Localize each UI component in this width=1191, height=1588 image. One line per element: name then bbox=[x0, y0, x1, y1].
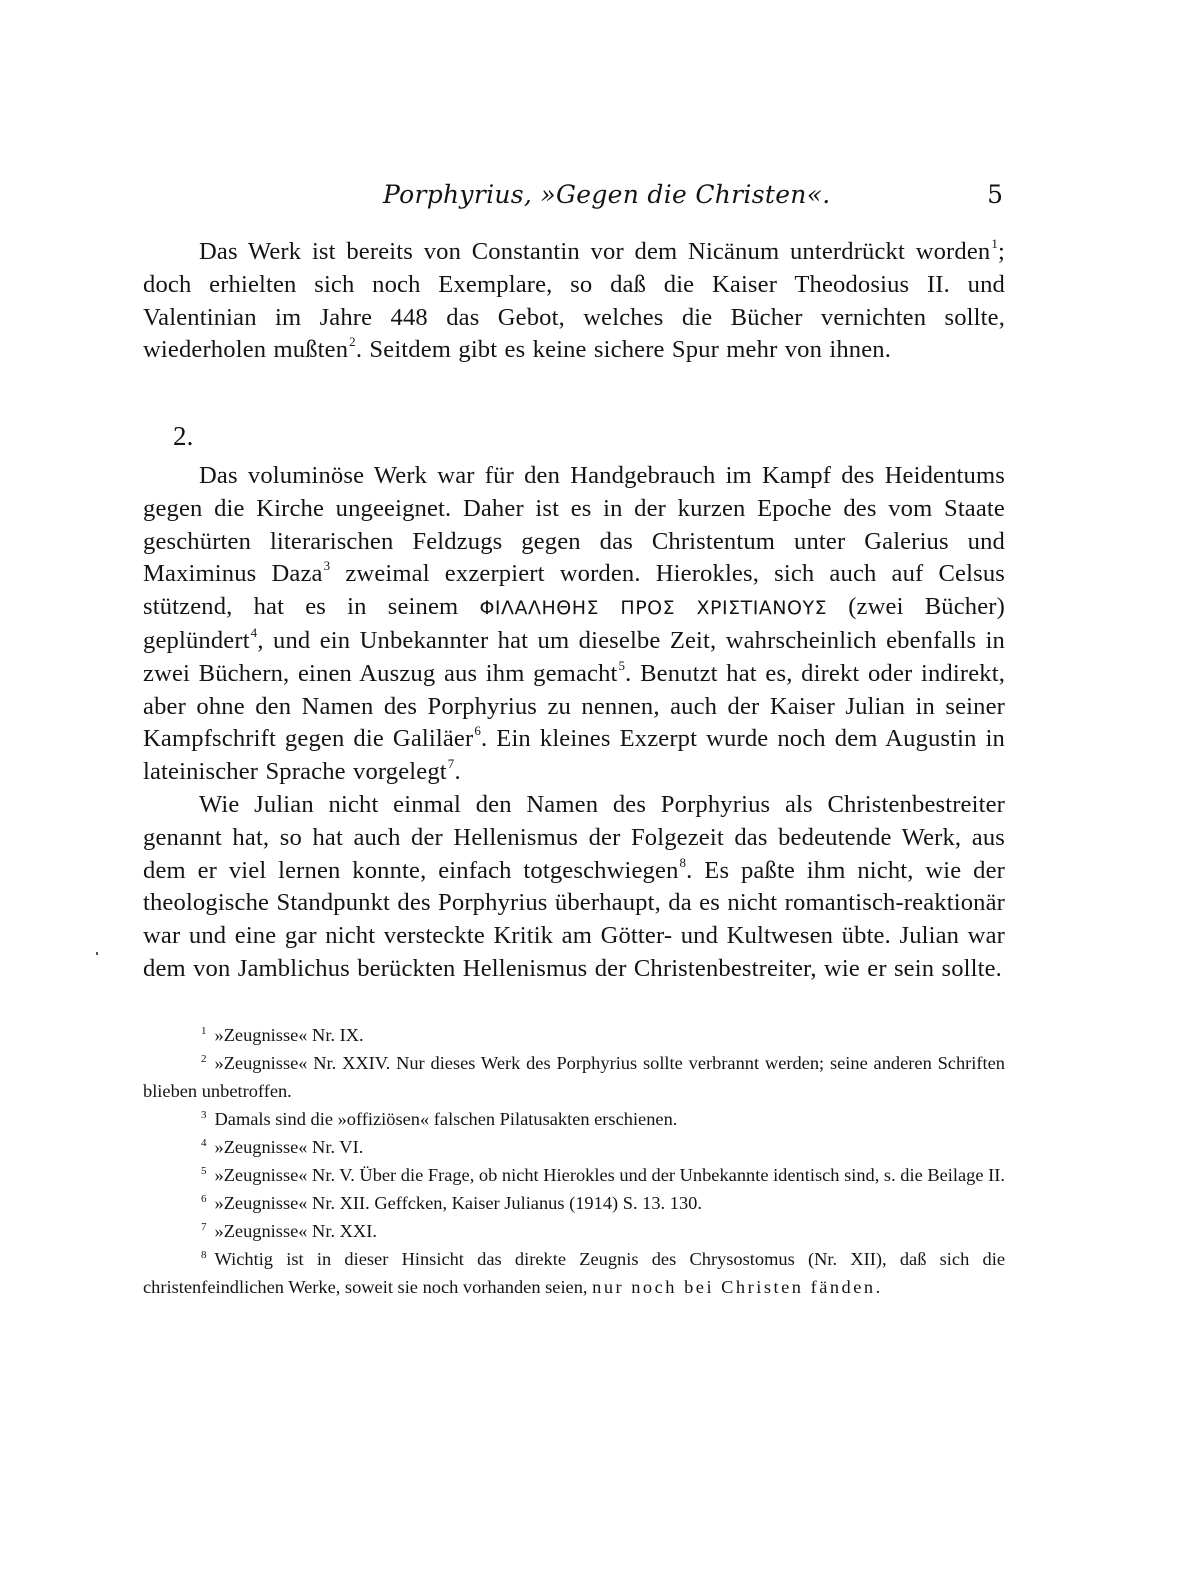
spaced-emphasis: nur noch bei Christen fänden bbox=[592, 1276, 876, 1297]
paragraph-1: Das Werk ist bereits von Constantin vor dem Nicänum unterdrückt worden$^1$; doch erhielten sich noch Exemplare, so daß die Kaiser Theodosius II. und Valentinian im Jahre 448 das Gebot, welches die Bücher vernichten sollte, wiederholen mußten$^2$. Seitdem gibt es keine sichere Spur mehr von ihnen. bbox=[143, 236, 1005, 364]
footnote-ref: 2 bbox=[349, 334, 356, 350]
section-number: 2. bbox=[173, 421, 194, 452]
footnote-ref: 7 bbox=[447, 756, 455, 772]
footnote: $^3$ Damals sind die »offiziösen« falschen Pilatusakten erschienen. bbox=[201, 1108, 678, 1129]
body-text bbox=[143, 236, 1005, 986]
page-number: 5 bbox=[987, 180, 1003, 209]
greek-title: ΦΙΛΑΛΗΘΗΣ ΠΡΟΣ ΧΡΙΣΤΙΑΝΟΥΣ bbox=[479, 597, 828, 620]
footnote: $^6$ »Zeugnisse« Nr. XII. Geffcken, Kaiser Julianus (1914) S. 13. 130. bbox=[201, 1192, 702, 1213]
footnote-ref: 3 bbox=[323, 558, 331, 574]
running-title: Porphyrius, »Gegen die Christen«. bbox=[383, 180, 831, 209]
footnote-ref: 1 bbox=[991, 236, 999, 251]
book-page bbox=[143, 178, 1005, 1301]
footnote: $^7$ »Zeugnisse« Nr. XXI. bbox=[201, 1220, 377, 1241]
footnote-ref: 4 bbox=[250, 624, 258, 640]
footnote-ref: 8 bbox=[679, 854, 687, 870]
footnote: $^8$ Wichtig ist in dieser Hinsicht das direkte Zeugnis des Chrysostomus (Nr. XII), daß sich die christenfeindlichen Werke, soweit sie noch vorhanden seien, nur noch bei Christen fänden. bbox=[143, 1248, 1005, 1297]
footnote-ref: 5 bbox=[618, 657, 626, 673]
running-head bbox=[143, 178, 1005, 214]
footnote: $^1$ »Zeugnisse« Nr. IX. bbox=[201, 1024, 364, 1045]
paragraph-2: Das voluminöse Werk war für den Handgebrauch im Kampf des Heidentums gegen die Kirche ungeeignet. Daher ist es in der kurzen Epoche des vom Staate geschürten literarischen Feldzugs gegen das Christentum unter Galerius und Maximinus Daza$^3$ zweimal exzerpiert worden. Hierokles, sich auch auf Celsus stützend, hat es in seinem ΦΙΛΑΛΗΘΗΣ ΠΡΟΣ ΧΡΙΣΤΙΑΝΟΥΣ (zwei Bücher) geplündert$^4$, und ein Unbekannter hat um dieselbe Zeit, wahrscheinlich ebenfalls in zwei Büchern, einen Auszug aus ihm gemacht$^5$. Benutzt hat es, direkt oder indirekt, aber ohne den Namen des Porphyrius zu nennen, auch der Kaiser Julian in seiner Kampfschrift gegen die Galiläer$^6$. Ein kleines Exzerpt wurde noch dem Augustin in lateinischer Sprache vorgelegt$^7$. bbox=[143, 461, 1006, 786]
footnote: $^5$ »Zeugnisse« Nr. V. Über die Frage, ob nicht Hierokles und der Unbekannte identisch sind, s. die Beilage II. bbox=[201, 1164, 1005, 1185]
footnote-ref: 6 bbox=[474, 723, 481, 739]
footnote: $^4$ »Zeugnisse« Nr. VI. bbox=[201, 1136, 364, 1157]
scan-speck bbox=[96, 952, 98, 955]
footnote: $^2$ »Zeugnisse« Nr. XXIV. Nur dieses Werk des Porphyrius sollte verbrannt werden; seine anderen Schriften blieben unbetroffen. bbox=[143, 1052, 1005, 1101]
paragraph-3: Wie Julian nicht einmal den Namen des Porphyrius als Christenbestreiter genannt hat, so hat auch der Hellenismus der Folgezeit das bedeutende Werk, aus dem er viel lernen konnte, einfach totgeschwiegen$^8$. Es paßte ihm nicht, wie der theologische Standpunkt des Porphyrius überhaupt, da es nicht romantisch-reaktionär war und eine gar nicht versteckte Kritik am Götter- und Kultwesen übte. Julian war dem von Jamblichus berückten Hellenismus der Christenbestreiter, wie er sein sollte. bbox=[143, 790, 1005, 982]
footnotes bbox=[143, 1021, 1005, 1301]
